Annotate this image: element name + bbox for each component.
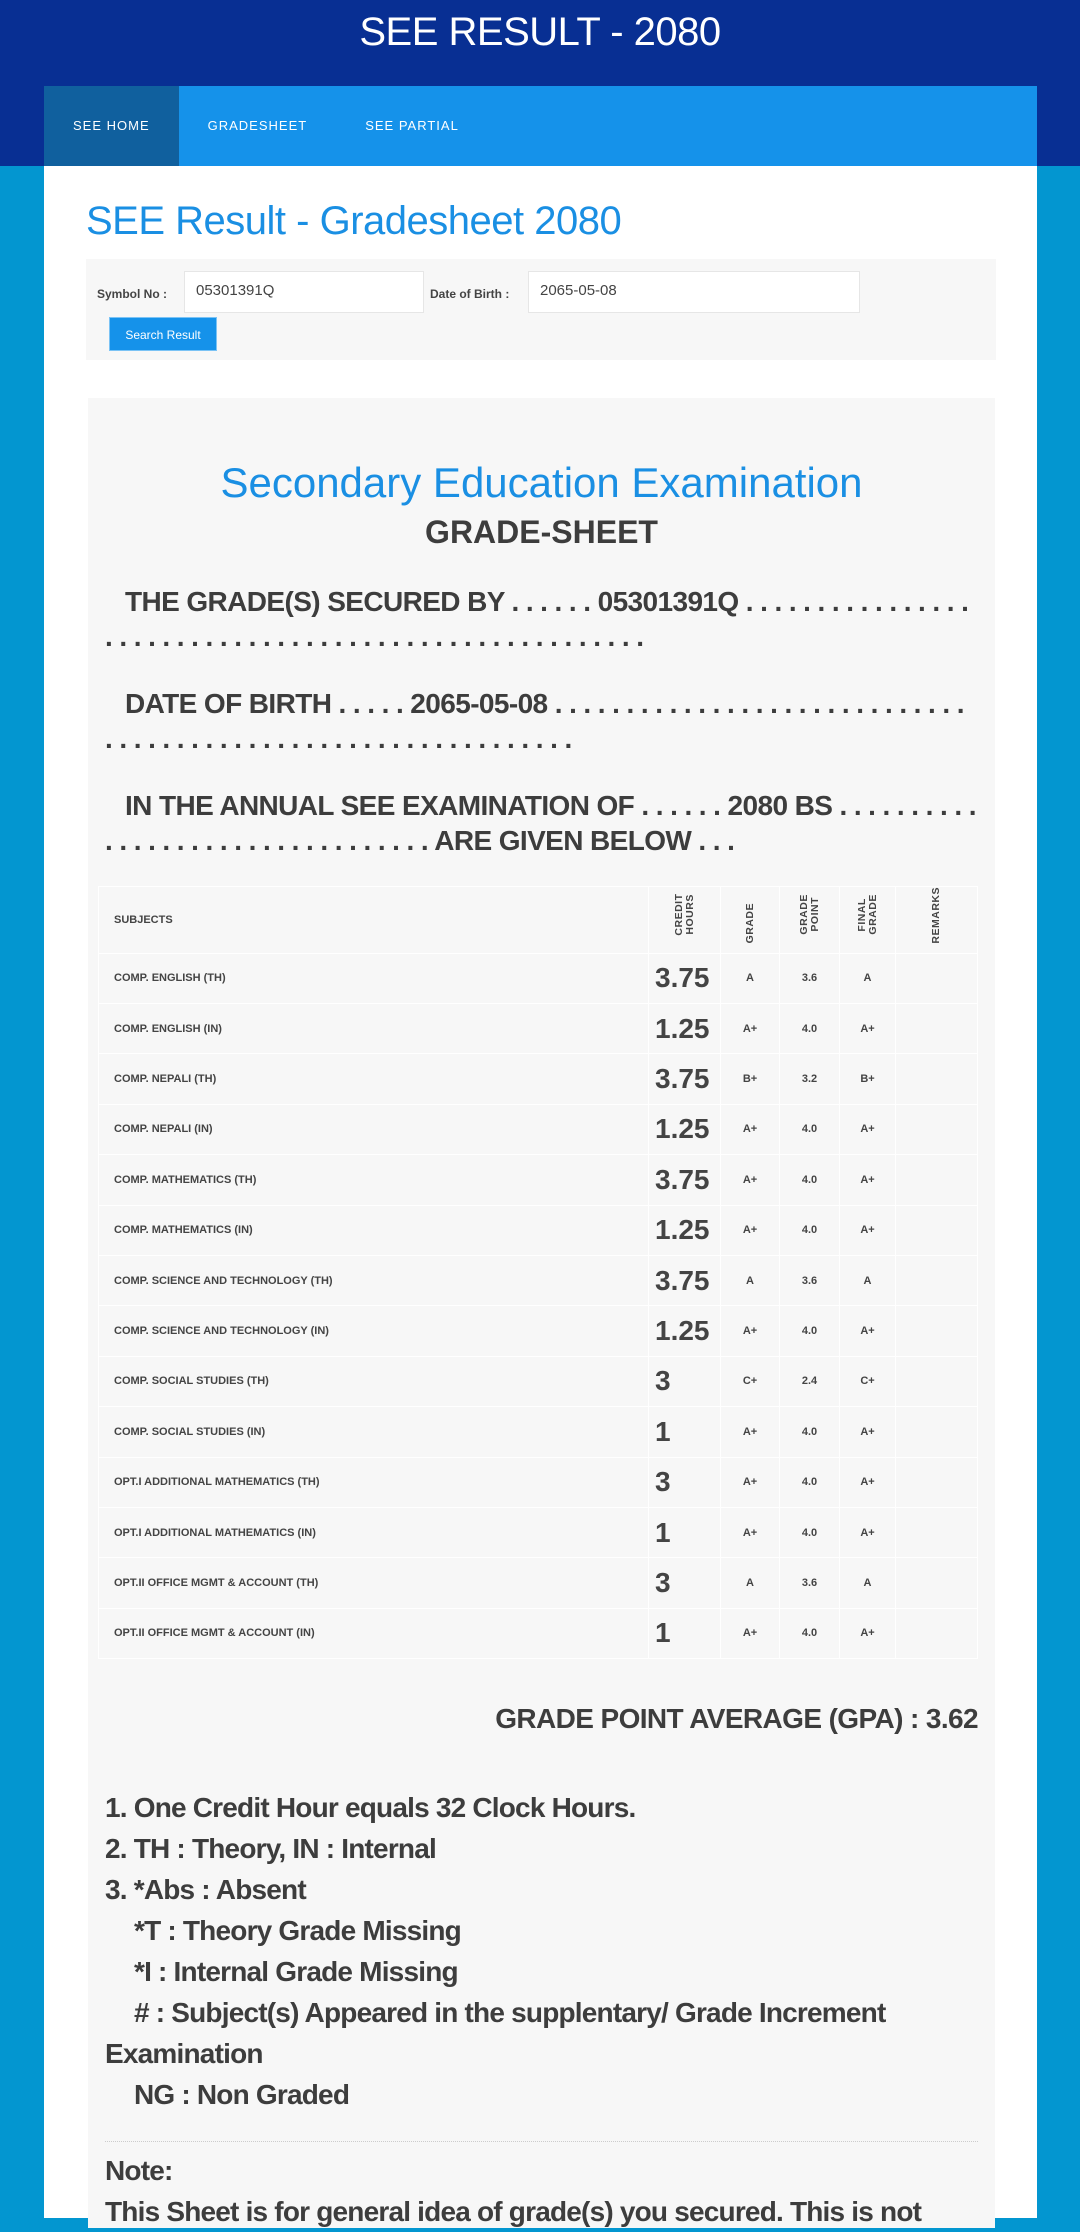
cell-final-grade: A bbox=[840, 953, 896, 1003]
cell-credit-hours: 3 bbox=[649, 1457, 721, 1507]
cell-subject: COMP. ENGLISH (IN) bbox=[99, 1003, 649, 1053]
cell-final-grade: A+ bbox=[840, 1155, 896, 1205]
note-line: *I : Internal Grade Missing bbox=[134, 1956, 458, 1988]
col-remarks-label: REMARKS bbox=[930, 887, 942, 944]
table-row bbox=[99, 1507, 978, 1557]
cell-remarks bbox=[896, 1558, 978, 1608]
cell-final-grade: A+ bbox=[840, 1407, 896, 1457]
cell-subject: COMP. ENGLISH (TH) bbox=[99, 953, 649, 1003]
col-subjects: SUBJECTS bbox=[99, 887, 649, 954]
cell-grade: A+ bbox=[721, 1003, 780, 1053]
exam-line: IN THE ANNUAL SEE EXAMINATION OF . . . . . . 2080 BS . . . . . . . . . . . . . . . . . . . . . . . . . . . . . . . . . ARE GIVEN BELOW . . . bbox=[105, 790, 976, 856]
cell-grade: A+ bbox=[721, 1155, 780, 1205]
cell-remarks bbox=[896, 953, 978, 1003]
cell-remarks bbox=[896, 1356, 978, 1406]
nav-see-home[interactable]: SEE HOME bbox=[44, 86, 179, 166]
cell-subject: OPT.I ADDITIONAL MATHEMATICS (TH) bbox=[99, 1457, 649, 1507]
note-line: NG : Non Graded bbox=[134, 2079, 350, 2111]
cell-credit-hours: 1.25 bbox=[649, 1003, 721, 1053]
page-title: SEE Result - Gradesheet 2080 bbox=[86, 199, 622, 243]
gradesheet-heading: GRADE-SHEET bbox=[425, 514, 658, 550]
col-grade-point bbox=[780, 887, 840, 954]
table-row bbox=[99, 1356, 978, 1406]
cell-credit-hours: 3 bbox=[649, 1558, 721, 1608]
note-line: *T : Theory Grade Missing bbox=[134, 1915, 461, 1947]
col-grade-point-label: GRADE POINT bbox=[797, 894, 821, 936]
cell-grade: A+ bbox=[721, 1507, 780, 1557]
cell-subject: COMP. SCIENCE AND TECHNOLOGY (TH) bbox=[99, 1255, 649, 1305]
cell-credit-hours: 1 bbox=[649, 1608, 721, 1658]
nav-see-partial[interactable]: SEE PARTIAL bbox=[365, 118, 459, 133]
cell-grade-point: 4.0 bbox=[780, 1608, 840, 1658]
cell-grade-point: 3.6 bbox=[780, 1255, 840, 1305]
cell-grade-point: 4.0 bbox=[780, 1104, 840, 1154]
col-credit-hours bbox=[649, 887, 721, 954]
cell-final-grade: C+ bbox=[840, 1356, 896, 1406]
cell-subject: COMP. SOCIAL STUDIES (TH) bbox=[99, 1356, 649, 1406]
site-title: SEE RESULT - 2080 bbox=[359, 10, 721, 54]
table-row bbox=[99, 1155, 978, 1205]
note-line: # : Subject(s) Appeared in the supplentary/ Grade Increment Examination bbox=[105, 1997, 886, 2070]
dob-line: DATE OF BIRTH . . . . . 2065-05-08 . . . . . . . . . . . . . . . . . . . . . . . . . . . . . . . . . . . . . . . . . . . . . . . . . . . . . . . . . . . . . . bbox=[105, 688, 964, 754]
cell-subject: OPT.II OFFICE MGMT & ACCOUNT (TH) bbox=[99, 1558, 649, 1608]
cell-final-grade: A+ bbox=[840, 1608, 896, 1658]
cell-subject: OPT.I ADDITIONAL MATHEMATICS (IN) bbox=[99, 1507, 649, 1557]
nav-gradesheet[interactable]: GRADESHEET bbox=[207, 118, 308, 133]
cell-credit-hours: 3 bbox=[649, 1356, 721, 1406]
cell-credit-hours: 3.75 bbox=[649, 1255, 721, 1305]
cell-grade-point: 2.4 bbox=[780, 1356, 840, 1406]
table-row bbox=[99, 1407, 978, 1457]
table-row bbox=[99, 1104, 978, 1154]
cell-final-grade: A bbox=[840, 1255, 896, 1305]
cell-grade-point: 4.0 bbox=[780, 1155, 840, 1205]
cell-grade-point: 4.0 bbox=[780, 1306, 840, 1356]
legend-notes bbox=[105, 1787, 978, 2115]
cell-final-grade: A bbox=[840, 1558, 896, 1608]
divider bbox=[105, 2141, 978, 2142]
table-row bbox=[99, 1255, 978, 1305]
col-final-grade bbox=[840, 887, 896, 954]
cell-credit-hours: 1.25 bbox=[649, 1306, 721, 1356]
note-line: 1. One Credit Hour equals 32 Clock Hours. bbox=[105, 1792, 636, 1824]
dob-label: Date of Birth : bbox=[430, 287, 510, 301]
table-row bbox=[99, 1003, 978, 1053]
cell-final-grade: A+ bbox=[840, 1104, 896, 1154]
cell-grade: A bbox=[721, 1558, 780, 1608]
cell-subject: COMP. SOCIAL STUDIES (IN) bbox=[99, 1407, 649, 1457]
cell-credit-hours: 1 bbox=[649, 1507, 721, 1557]
cell-final-grade: A+ bbox=[840, 1306, 896, 1356]
cell-subject: COMP. SCIENCE AND TECHNOLOGY (IN) bbox=[99, 1306, 649, 1356]
cell-grade: A bbox=[721, 1255, 780, 1305]
cell-grade: A+ bbox=[721, 1457, 780, 1507]
cell-grade: A+ bbox=[721, 1608, 780, 1658]
col-grade bbox=[721, 887, 780, 954]
cell-grade-point: 3.6 bbox=[780, 953, 840, 1003]
secured-by-line: THE GRADE(S) SECURED BY . . . . . . 05301391Q . . . . . . . . . . . . . . . . . . . . . . . . . . . . . . . . . . . . . . . . . . . . . . . . . . . . . . bbox=[105, 586, 969, 652]
search-result-button[interactable]: Search Result bbox=[109, 317, 217, 351]
note-line: 3. *Abs : Absent bbox=[105, 1874, 306, 1906]
disclaimer bbox=[105, 2150, 978, 2232]
col-grade-label: GRADE bbox=[743, 903, 756, 944]
cell-final-grade: B+ bbox=[840, 1054, 896, 1104]
main-nav bbox=[44, 86, 1037, 166]
cell-credit-hours: 1.25 bbox=[649, 1104, 721, 1154]
cell-grade: A+ bbox=[721, 1205, 780, 1255]
note-heading: Note: bbox=[105, 2155, 173, 2187]
table-row bbox=[99, 1054, 978, 1104]
cell-subject: COMP. MATHEMATICS (IN) bbox=[99, 1205, 649, 1255]
cell-remarks bbox=[896, 1205, 978, 1255]
col-credit-hours-label: CREDIT HOURS bbox=[672, 893, 696, 936]
cell-grade: A bbox=[721, 953, 780, 1003]
table-header-row bbox=[99, 887, 978, 954]
cell-subject: COMP. NEPALI (TH) bbox=[99, 1054, 649, 1104]
cell-grade-point: 4.0 bbox=[780, 1003, 840, 1053]
cell-credit-hours: 3.75 bbox=[649, 1155, 721, 1205]
cell-remarks bbox=[896, 1155, 978, 1205]
table-row bbox=[99, 953, 978, 1003]
cell-grade-point: 3.6 bbox=[780, 1558, 840, 1608]
cell-credit-hours: 1.25 bbox=[649, 1205, 721, 1255]
symbol-label: Symbol No : bbox=[97, 287, 168, 301]
search-form bbox=[86, 259, 996, 360]
cell-grade-point: 4.0 bbox=[780, 1205, 840, 1255]
cell-final-grade: A+ bbox=[840, 1507, 896, 1557]
col-final-grade-label: FINAL GRADE bbox=[855, 894, 879, 936]
cell-remarks bbox=[896, 1507, 978, 1557]
grades-table bbox=[98, 886, 978, 1659]
cell-remarks bbox=[896, 1255, 978, 1305]
grade-sheet bbox=[88, 398, 995, 2228]
cell-grade-point: 4.0 bbox=[780, 1457, 840, 1507]
table-row bbox=[99, 1608, 978, 1658]
cell-grade-point: 4.0 bbox=[780, 1507, 840, 1557]
cell-remarks bbox=[896, 1306, 978, 1356]
table-row bbox=[99, 1558, 978, 1608]
cell-subject: COMP. MATHEMATICS (TH) bbox=[99, 1155, 649, 1205]
cell-final-grade: A+ bbox=[840, 1205, 896, 1255]
cell-final-grade: A+ bbox=[840, 1457, 896, 1507]
table-row bbox=[99, 1457, 978, 1507]
col-remarks bbox=[896, 887, 978, 954]
cell-grade: B+ bbox=[721, 1054, 780, 1104]
cell-remarks bbox=[896, 1608, 978, 1658]
cell-remarks bbox=[896, 1003, 978, 1053]
cell-grade-point: 4.0 bbox=[780, 1407, 840, 1457]
cell-subject: COMP. NEPALI (IN) bbox=[99, 1104, 649, 1154]
cell-credit-hours: 1 bbox=[649, 1407, 721, 1457]
cell-grade: A+ bbox=[721, 1104, 780, 1154]
cell-grade: A+ bbox=[721, 1306, 780, 1356]
note-line: 2. TH : Theory, IN : Internal bbox=[105, 1833, 436, 1865]
cell-grade: A+ bbox=[721, 1407, 780, 1457]
cell-remarks bbox=[896, 1104, 978, 1154]
table-row bbox=[99, 1306, 978, 1356]
cell-grade: C+ bbox=[721, 1356, 780, 1406]
note-text: This Sheet is for general idea of grade(s) you secured. This is not bbox=[105, 2196, 922, 2228]
cell-credit-hours: 3.75 bbox=[649, 953, 721, 1003]
cell-remarks bbox=[896, 1054, 978, 1104]
table-row bbox=[99, 1205, 978, 1255]
cell-remarks bbox=[896, 1407, 978, 1457]
dob-input[interactable]: 2065-05-08 bbox=[528, 271, 860, 313]
cell-final-grade: A+ bbox=[840, 1003, 896, 1053]
cell-credit-hours: 3.75 bbox=[649, 1054, 721, 1104]
cell-subject: OPT.II OFFICE MGMT & ACCOUNT (IN) bbox=[99, 1608, 649, 1658]
cell-grade-point: 3.2 bbox=[780, 1054, 840, 1104]
exam-title: Secondary Education Examination bbox=[220, 459, 863, 506]
gpa: GRADE POINT AVERAGE (GPA) : 3.62 bbox=[495, 1703, 978, 1735]
cell-remarks bbox=[896, 1457, 978, 1507]
symbol-input[interactable]: 05301391Q bbox=[184, 271, 424, 313]
